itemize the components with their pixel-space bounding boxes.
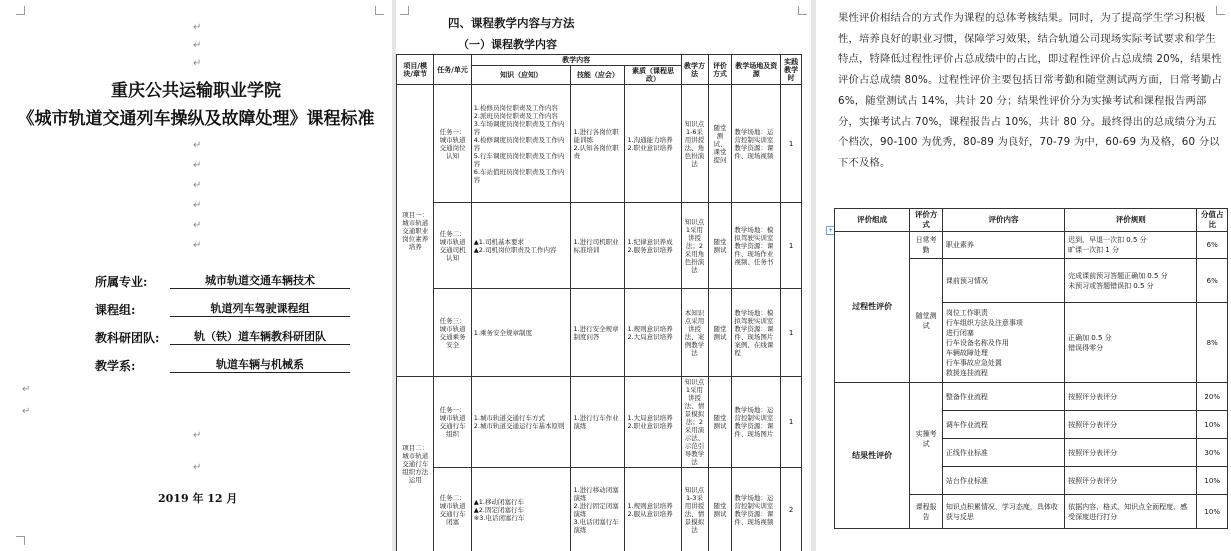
table-row <box>397 377 802 468</box>
paragraph-mark: ↵ <box>193 160 202 171</box>
margin-mark <box>16 6 25 15</box>
score-cell: 6% <box>1197 259 1228 303</box>
field-value: 轨道车辆与机械系 <box>170 356 350 373</box>
field-label: 教科研团队: <box>95 331 160 345</box>
paragraph-mark: ↵ <box>193 240 202 251</box>
content-cell: 调车作业流程 <box>942 411 1064 439</box>
skill-cell: 1.进行各岗位职能训练 2.认知各岗位职责 <box>571 85 625 203</box>
score-cell: 6% <box>1197 232 1228 259</box>
college-name: 重庆公共运输职业学院 <box>111 81 281 101</box>
rule-cell: 按照评分表评分 <box>1065 383 1197 411</box>
method-cell: 实操考试 <box>910 383 943 495</box>
skill-cell: 1.进行司机职业标准培训 <box>571 203 625 289</box>
content-cell: 整备作业流程 <box>942 383 1064 411</box>
assessment-page <box>816 0 1231 551</box>
place-cell: 教学场地：模拟驾驶实训室 教学资源：课件、现场作业视频、任务书 <box>732 203 781 289</box>
content-cell: 课前预习情况 <box>942 259 1064 303</box>
header-knowledge: 知识（应知） <box>471 66 571 85</box>
method-cell: 课程报告 <box>910 495 943 529</box>
header-content: 教学内容 <box>471 55 681 66</box>
header-cell: 评价方式 <box>910 209 943 232</box>
method-cell: 知识点1采用讲授法；2采用角色扮演法 <box>681 203 708 289</box>
hours-cell: 1 <box>781 289 802 377</box>
knowledge-cell: 1.检修员岗位职责及工作内容 2.派班员岗位职责及工作内容 3.车场调度员岗位职责及工作内容 4.检修调度员岗位职责及工作内容 5.行车调度员岗位职责及工作内容 6.车站值班员岗位职责及工作内容 <box>471 85 571 203</box>
task-cell: 任务一：城市轨道交通行车组织 <box>434 377 471 468</box>
assess-cell: 随堂测试 <box>708 289 732 377</box>
paragraph-mark: ↵ <box>193 200 202 211</box>
header-assess: 评价方式 <box>708 55 732 85</box>
table-row <box>397 203 802 289</box>
assess-cell: 随堂测试 <box>708 377 732 468</box>
content-cell: 站台作业标准 <box>942 467 1064 495</box>
field-value: 城市轨道交通车辆技术 <box>170 272 350 289</box>
header-row <box>835 209 1228 232</box>
assessment-paragraph: 果性评价相结合的方式作为课程的总体考核结果。同时，为了提高学生学习积极性，培养良好的职业习惯，保障学习效果，结合轨道公司现场实际考试要求和学生特点，特降低过程性评价占总成绩中的占比，即过程性评价占总成绩 20%，结果性评价占总成绩 80%。过程性评价主要包括日常考勤和随堂测试两方面，日常考勤占 6%，随堂测试占 14%，共计 20 分；结果性评价分为实操考试和课程报告两部分，实操考试占 70%，课程报告占 10%，共计 80 分。最终得出的总成绩分为五个档次，90-100 为优秀，80-89 为良好，70-79 为中，60-69 为及格，60 分以下不及格。 <box>838 12 1222 169</box>
knowledge-cell: ▲1.移动闭塞行车 ▲2.固定闭塞行车 ※3.电话闭塞行车 <box>471 468 571 551</box>
quality-cell: 1.沟通能力培养 2.职业意识培养 <box>625 85 681 203</box>
score-cell: 8% <box>1197 303 1228 383</box>
content-cell: 职业素养 <box>942 232 1064 259</box>
field-value: 轨道列车驾驶课程组 <box>170 300 350 317</box>
paragraph-mark: ↵ <box>193 180 202 191</box>
knowledge-cell: 1.乘务安全规章制度 <box>471 289 571 377</box>
header-cell: 评价规则 <box>1065 209 1197 232</box>
knowledge-cell: ▲1.司机基本要求 ▲2.司机岗位职责及工作内容 <box>471 203 571 289</box>
header-cell: 评价内容 <box>942 209 1064 232</box>
place-cell: 教学场地：运营控制实训室 教学资源：课件、现场视频 <box>732 468 781 551</box>
task-cell: 任务二：城市轨道交通行车闭塞 <box>434 468 471 551</box>
header-skill: 技能（应会） <box>571 66 625 85</box>
header-project: 项目/模块/章节 <box>397 55 434 85</box>
quality-cell: 1.规则意识培养 2.大局意识培养 <box>625 289 681 377</box>
method-cell: 日常考勤 <box>910 232 943 259</box>
score-cell: 10% <box>1197 411 1228 439</box>
method-cell: 随堂测试 <box>910 259 943 383</box>
quality-cell: 1.纪律意识养成 2.服务意识培养 <box>625 203 681 289</box>
paragraph-mark: ↵ <box>193 430 202 441</box>
margin-mark <box>375 6 384 15</box>
rule-cell: 完成课前预习答题正确加 0.5 分 未预习或答题错误扣 0.5 分 <box>1065 259 1197 303</box>
margin-mark <box>798 6 807 15</box>
field-label: 所属专业: <box>95 275 148 289</box>
paragraph-mark: ↵ <box>193 140 202 151</box>
content-cell: 知识点积累情况，学习态度，具体收获与反思 <box>942 495 1064 529</box>
header-task: 任务/单元 <box>434 55 471 85</box>
table-row <box>835 232 1228 259</box>
content-table <box>396 54 802 551</box>
score-cell: 10% <box>1197 495 1228 529</box>
method-cell: 本知识点采用讲授法、案例教学法 <box>681 289 708 377</box>
cover-date: 2019 年 12 月 <box>158 492 238 505</box>
score-cell: 30% <box>1197 439 1228 467</box>
header-hours: 实践教学时 <box>781 55 802 85</box>
header-cell: 分值占比 <box>1197 209 1228 232</box>
project-cell: 项目二：城市轨道交通行车组织方法运用 <box>397 377 434 551</box>
rule-cell: 按照评分表评分 <box>1065 411 1197 439</box>
paragraph-mark: ↵ <box>193 462 202 473</box>
method-cell: 知识点1-6采用讲授法、角色扮演法 <box>681 85 708 203</box>
method-cell: 知识点1采用讲授法、情景模拟法；2采用演示法、示范引导教学法 <box>681 377 708 468</box>
rule-cell: 依据内容、格式、知识点全面程度、感受深度进行打分 <box>1065 495 1197 529</box>
quality-cell: 1.大局意识培养 2.职业意识培养 <box>625 377 681 468</box>
hours-cell: 1 <box>781 377 802 468</box>
assess-cell: 随堂测试 <box>708 468 732 551</box>
rule-cell: 正确加 0.5 分 错误得零分 <box>1065 303 1197 383</box>
paragraph-mark: ↵ <box>22 406 31 417</box>
rule-cell: 按照评分表评分 <box>1065 439 1197 467</box>
paragraph-mark: ↵ <box>193 220 202 231</box>
project-cell: 项目一：城市轨道交通职业岗位素养培养 <box>397 85 434 377</box>
header-method: 教学方法 <box>681 55 708 85</box>
assessment-table <box>834 208 1228 529</box>
score-cell: 10% <box>1197 467 1228 495</box>
section-subheading: （一）课程教学内容 <box>458 38 557 51</box>
content-cell: 正线作业标准 <box>942 439 1064 467</box>
place-cell: 教学场地：运营控制实训室 教学资源：课件、现场视频 <box>732 85 781 203</box>
section-heading: 四、课程教学内容与方法 <box>448 16 575 30</box>
cover-page <box>0 0 392 551</box>
field-label: 教学系: <box>95 359 136 373</box>
task-cell: 任务二：城市轨道交通司机认知 <box>434 203 471 289</box>
knowledge-cell: 1.城市轨道交通行车方式 2.城市轨道交通运行车基本原则 <box>471 377 571 468</box>
task-cell: 任务三：城市轨道交通乘务安全 <box>434 289 471 377</box>
skill-cell: 1.进行安全规章制度问答 <box>571 289 625 377</box>
score-cell: 20% <box>1197 383 1228 411</box>
header-cell: 评价组成 <box>835 209 910 232</box>
group-cell: 结果性评价 <box>835 383 910 529</box>
field-label: 课程组: <box>95 303 136 317</box>
hours-cell: 1 <box>781 203 802 289</box>
assess-cell: 随堂测试 <box>708 203 732 289</box>
hours-cell: 1 <box>781 85 802 203</box>
group-cell: 过程性评价 <box>835 232 910 383</box>
place-cell: 教学场地：模拟驾驶实训室 教学资源：课件、现场图片案例、在线课程 <box>732 289 781 377</box>
table-row <box>397 468 802 551</box>
paragraph-mark: ↵ <box>193 40 202 51</box>
header-quality: 素质（课程思政） <box>625 66 681 85</box>
margin-mark <box>400 6 409 15</box>
method-cell: 知识点1-3采用讲授法、情景模拟法 <box>681 468 708 551</box>
paragraph-mark: ↵ <box>22 384 31 395</box>
course-title: 《城市轨道交通列车操纵及故障处理》课程标准 <box>17 109 375 129</box>
table-row <box>397 289 802 377</box>
header-row <box>397 55 802 66</box>
rule-cell: 迟到、早退一次扣 0.5 分 旷课一次扣 1 分 <box>1065 232 1197 259</box>
paragraph-mark: ↵ <box>193 58 202 69</box>
table-row <box>835 383 1228 411</box>
field-value: 轨（铁）道车辆教科研团队 <box>170 328 350 345</box>
margin-mark <box>16 536 25 545</box>
content-page <box>396 0 811 551</box>
quality-cell: 1.规则意识培养 2.服从意识培养 <box>625 468 681 551</box>
content-cell: 岗位工作职责 行车组织方法及注意事项 进行闭塞 行车设备名称及作用 车辆故障处理 行车事故应急处置 救援连挂流程 <box>942 303 1064 383</box>
skill-cell: 1.进行移动闭塞演练 2.进行固定闭塞演练 3.电话闭塞行车演练 <box>571 468 625 551</box>
hours-cell: 2 <box>781 468 802 551</box>
header-place: 教学场地及资源 <box>732 55 781 85</box>
rule-cell: 按照评分表评分 <box>1065 467 1197 495</box>
table-row <box>397 85 802 203</box>
skill-cell: 1.进行行车作业演练 <box>571 377 625 468</box>
paragraph-mark: ↵ <box>193 22 202 33</box>
task-cell: 任务一：城市轨道交通岗位认知 <box>434 85 471 203</box>
place-cell: 教学场地：运营控制实训室 教学资源：课件、现场图片 <box>732 377 781 468</box>
assess-cell: 随堂测试、课堂提问 <box>708 85 732 203</box>
table-move-handle-icon[interactable]: + <box>827 227 834 234</box>
